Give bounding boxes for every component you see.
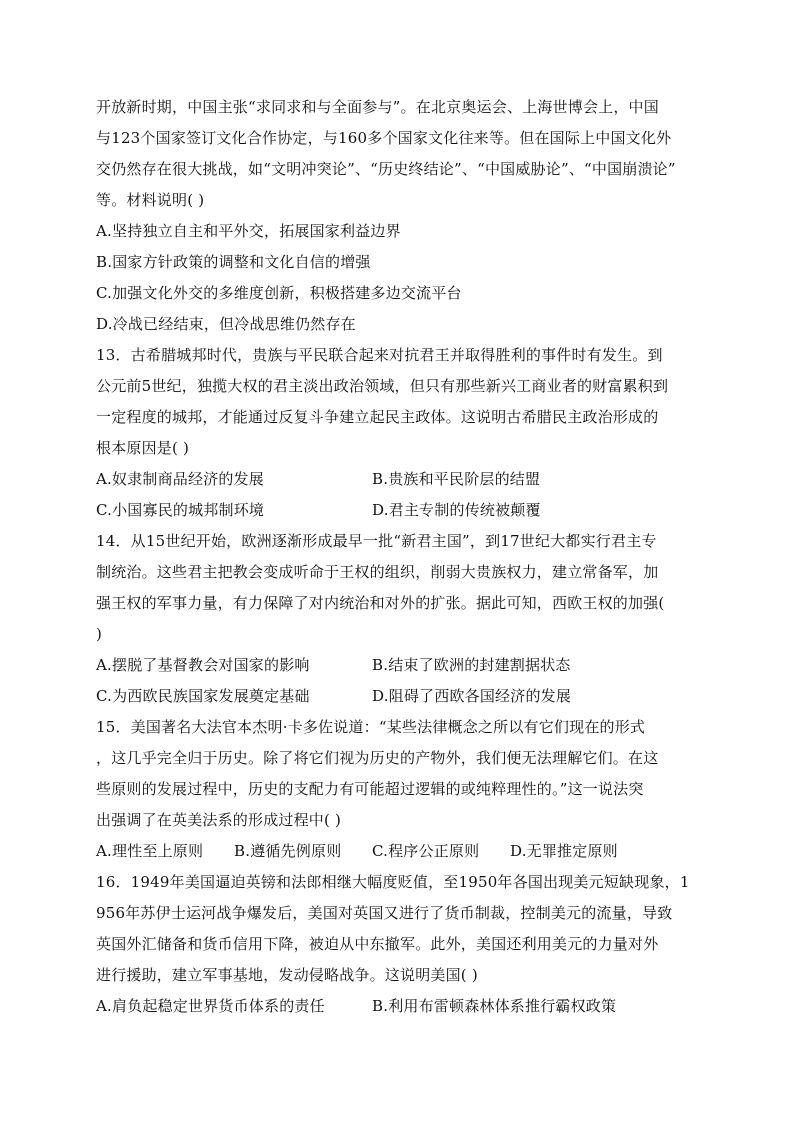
option-row [96,991,700,1022]
option-c: C.小国寡民的城邦制环境 [96,501,265,519]
stem-line: 公元前5世纪，独揽大权的君主淡出政治领域，但只有那些新兴工商业者的财富累积到 [96,377,669,395]
option-b: B.结束了欧洲的封建割据状态 [372,656,571,674]
option-row [96,464,700,495]
option-b: B.贵族和平民阶层的结盟 [372,470,541,488]
stem-line: 14．从15世纪开始，欧洲逐渐形成最早一批“新君主国”，到17世纪大都实行君主专 [96,532,657,550]
question-14-stem [96,526,700,650]
question-15-stem [96,712,700,836]
stem-line: 等。材料说明( ) [96,191,205,209]
stem-line: 13．古希腊城邦时代，贵族与平民联合起来对抗君王并取得胜利的事件时有发生。到 [96,346,663,364]
option-a: A.摆脱了基督教会对国家的影响 [96,656,310,674]
stem-line: 16．1949年美国逼迫英镑和法郎相继大幅度贬值，至1950年各国出现美元短缺现象，1 [96,873,690,891]
stem-line: 956年苏伊士运河战争爆发后，美国对英国又进行了货币制裁，控制美元的流量，导致 [96,904,673,922]
stem-line: 些原则的发展过程中，历史的支配力有可能超过逻辑的或纯粹理性的。”这一说法突 [96,780,644,798]
option-d: D.无罪推定原则 [510,842,618,860]
question-13-stem [96,340,700,464]
option-a: A.奴隶制商品经济的发展 [96,470,265,488]
option-d: D.冷战已经结束，但冷战思维仍然存在 [96,315,356,333]
option-b: B.国家方针政策的调整和文化自信的增强 [96,253,371,271]
option-c: C.加强文化外交的多维度创新，积极搭建多边交流平台 [96,284,462,302]
option-row [96,836,700,867]
option-d: D.阻碍了西欧各国经济的发展 [372,687,572,705]
option-a: A.坚持独立自主和平外交，拓展国家利益边界 [96,222,401,240]
question-12-stem [96,92,700,216]
stem-line: 与123个国家签订文化合作协定，与160多个国家文化往来等。但在国际上中国文化外 [96,129,672,147]
stem-line: 开放新时期，中国主张“求同求和与全面参与”。在北京奥运会、上海世博会上，中国 [96,98,659,116]
stem-line: 一定程度的城邦，才能通过反复斗争建立起民主政体。这说明古希腊民主政治形成的 [96,408,659,426]
option-row [96,495,700,526]
question-16-stem [96,867,700,991]
stem-line: 强王权的军事力量，有力保障了对内统治和对外的扩张。据此可知，西欧王权的加强( [96,594,665,612]
option-d: D.君主专制的传统被颠覆 [372,501,541,519]
stem-line: 交仍然存在很大挑战，如“文明冲突论”、“历史终结论”、“中国威胁论”、“中国崩溃论” [96,160,676,178]
exam-page [96,92,700,1022]
option-c: C.为西欧民族国家发展奠定基础 [96,687,310,705]
stem-line: 15．美国著名大法官本杰明·卡多佐说道：“某些法律概念之所以有它们现在的形式 [96,718,646,736]
option-a: A.肩负起稳定世界货币体系的责任 [96,997,325,1015]
option-row [96,650,700,681]
stem-line: ) [96,625,103,643]
option-b: B.遵循先例原则 [234,842,342,860]
stem-line: 出强调了在英美法系的形成过程中( ) [96,811,342,829]
option-a: A.理性至上原则 [96,842,204,860]
stem-line: 英国外汇储备和货币信用下降，被迫从中东撤军。此外，美国还利用美元的力量对外 [96,935,659,953]
option-c: C.程序公正原则 [372,842,480,860]
option-row [96,681,700,712]
stem-line: ，这几乎完全归于历史。除了将它们视为历史的产物外，我们便无法理解它们。在这 [96,749,659,767]
stem-line: 根本原因是( ) [96,439,190,457]
stem-line: 进行援助，建立军事基地，发动侵略战争。这说明美国( ) [96,966,478,984]
stem-line: 制统治。这些君主把教会变成听命于王权的组织，削弱大贵族权力，建立常备军，加 [96,563,659,581]
option-b: B.利用布雷顿森林体系推行霸权政策 [372,997,617,1015]
